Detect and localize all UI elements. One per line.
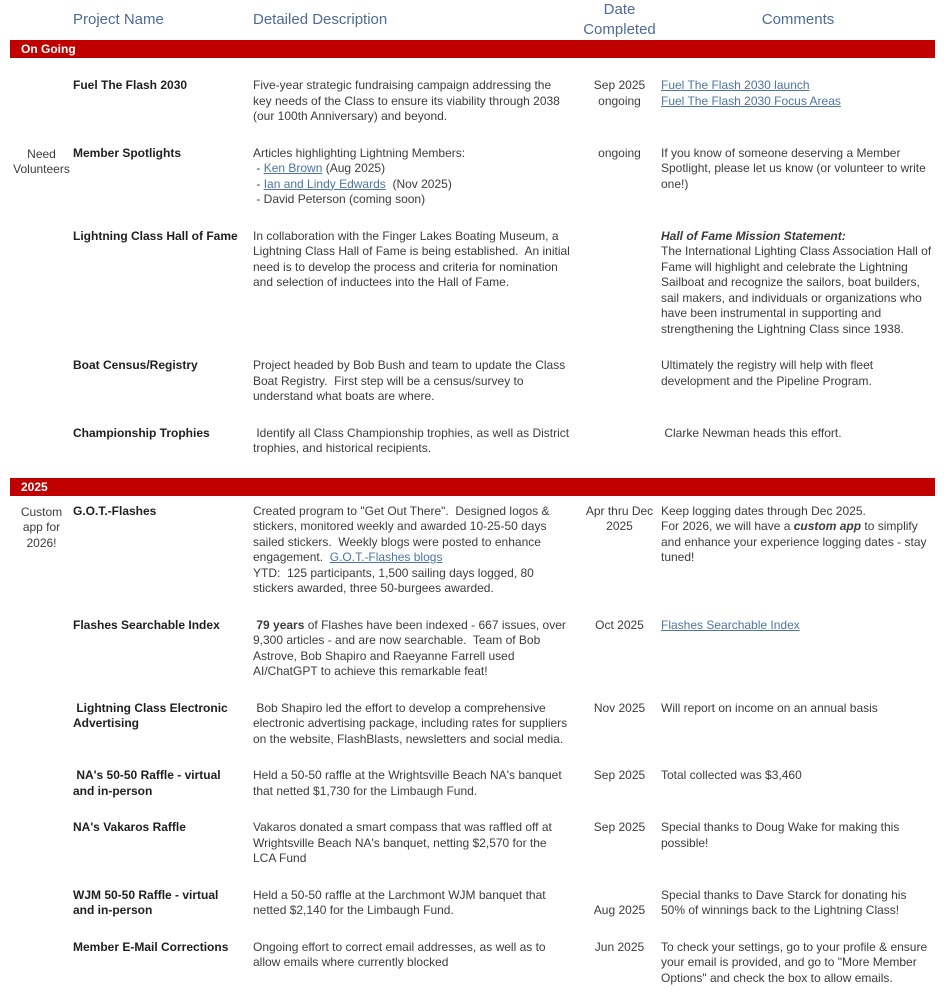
date-completed bbox=[578, 229, 661, 338]
text-segment: Will report on income on an annual basis bbox=[661, 700, 878, 715]
note-cell-line: Custom bbox=[20, 504, 63, 519]
comments-cell bbox=[661, 940, 935, 987]
text-segment: Articles highlighting Lightning Members: bbox=[253, 145, 466, 160]
date-completed-line: Oct 2025 bbox=[595, 617, 644, 632]
note-cell bbox=[10, 768, 73, 799]
date-completed-line: Apr thru Dec bbox=[585, 503, 654, 518]
date-completed bbox=[578, 940, 661, 987]
comments-cell bbox=[661, 146, 935, 208]
text-segment: (Nov 2025) bbox=[385, 176, 452, 191]
link-ken-brown[interactable]: Ken Brown bbox=[263, 161, 323, 175]
comments-cell bbox=[661, 768, 935, 799]
table-row bbox=[10, 820, 935, 867]
table-row bbox=[10, 358, 935, 405]
text-segment: (Aug 2025) bbox=[322, 161, 386, 175]
comments-cell-line bbox=[661, 78, 933, 94]
project-description bbox=[253, 820, 578, 867]
date-completed bbox=[578, 888, 661, 919]
note-cell bbox=[10, 229, 73, 338]
date-completed bbox=[578, 358, 661, 405]
comments-cell-line bbox=[661, 701, 933, 717]
col-header-detailed-description: Detailed Description bbox=[253, 11, 388, 28]
project-name: Lightning Class Hall of Fame bbox=[73, 228, 238, 243]
project-name: NA's Vakaros Raffle bbox=[73, 820, 186, 834]
comments-cell-line bbox=[661, 519, 933, 566]
text-segment: Held a 50-50 raffle at the Wrightsville Beach NA's banquet that netted $1,730 for the Limbaugh Fund. bbox=[253, 768, 566, 798]
project-name: Flashes Searchable Index bbox=[73, 617, 220, 632]
note-cell-line: 2026! bbox=[26, 535, 57, 550]
link-ian-and-lindy-edwards[interactable]: Ian and Lindy Edwards bbox=[263, 176, 386, 191]
text-segment: Clarke Newman heads this effort. bbox=[661, 425, 842, 440]
note-cell bbox=[10, 888, 73, 919]
text-segment: Vakaros donated a smart compass that was raffled off at Wrightsville Beach NA's banquet, netting $2,570 for the LCA Fund bbox=[253, 820, 556, 865]
project-description bbox=[253, 504, 578, 597]
comments-cell-line bbox=[661, 504, 933, 520]
project-description bbox=[253, 618, 578, 680]
text-segment: Total collected was $3,460 bbox=[661, 768, 802, 782]
text-segment: The International Lighting Class Association Hall of Fame will highlight and celebrate the Lightning Sailboat and recognize the sailors, boat builders, sail makers, and individuals or organizations who have been instrumental in supporting and strengthening the Lightning Class since 1938. bbox=[661, 244, 935, 336]
project-name: Member E-Mail Corrections bbox=[73, 939, 229, 954]
date-completed-line: 2025 bbox=[606, 519, 633, 533]
date-completed bbox=[578, 146, 661, 208]
project-description-line bbox=[253, 888, 570, 919]
project-description bbox=[253, 940, 578, 987]
date-completed bbox=[578, 78, 661, 125]
date-completed-line: Jun 2025 bbox=[594, 939, 645, 954]
comments-cell bbox=[661, 820, 935, 867]
project-description-line bbox=[253, 358, 570, 405]
link-flashes-searchable-index[interactable]: Flashes Searchable Index bbox=[661, 617, 800, 632]
text-segment: 79 years bbox=[256, 617, 305, 632]
text-segment: To check your settings, go to your profile & ensure your email is provided, and go to "More Member Options" and check the box to allow emails. bbox=[661, 939, 931, 985]
project-name: Lightning Class Electronic Advertising bbox=[73, 700, 231, 730]
text-segment: YTD: 125 participants, 1,500 sailing days logged, 80 stickers awarded, three 50-burgees awarded. bbox=[253, 565, 538, 595]
col-header-date-line2: Completed bbox=[583, 21, 656, 38]
comments-cell bbox=[661, 888, 935, 919]
comments-cell bbox=[661, 358, 935, 405]
comments-cell-line bbox=[661, 940, 933, 987]
note-cell bbox=[10, 504, 73, 597]
date-completed bbox=[578, 504, 661, 597]
date-completed-line: Sep 2025 bbox=[593, 78, 646, 92]
text-segment: Ongoing effort to correct email addresses, as well as to allow emails where currently blocked bbox=[253, 939, 549, 969]
date-completed bbox=[578, 820, 661, 867]
project-description-line bbox=[253, 425, 573, 457]
col-header-date-line1: Date bbox=[603, 1, 636, 18]
table-row bbox=[10, 940, 935, 987]
comments-cell bbox=[661, 78, 935, 125]
project-description bbox=[253, 768, 578, 799]
date-completed bbox=[578, 768, 661, 799]
date-completed-line: Aug 2025 bbox=[593, 903, 646, 917]
text-segment: If you know of someone deserving a Member Spotlight, please let us know (or volunteer to write one!) bbox=[661, 145, 930, 191]
table-row bbox=[10, 504, 935, 597]
comments-cell bbox=[661, 229, 935, 338]
section-on-going bbox=[10, 40, 935, 457]
text-segment: Held a 50-50 raffle at the Larchmont WJM banquet that netted $2,140 for the Limbaugh Fund. bbox=[253, 887, 549, 917]
table-row bbox=[10, 426, 935, 457]
date-completed-line: ongoing bbox=[598, 145, 641, 160]
note-cell bbox=[10, 701, 73, 748]
link-g-o-t-flashes-blogs[interactable]: G.O.T.-Flashes blogs bbox=[329, 550, 443, 564]
comments-cell bbox=[661, 701, 935, 748]
text-segment: Project headed by Bob Bush and team to update the Class Boat Registry. First step will be a census/survey to understand what boats are where. bbox=[253, 358, 569, 403]
date-completed bbox=[578, 618, 661, 680]
date-completed bbox=[578, 426, 661, 457]
table-row bbox=[10, 618, 935, 680]
date-completed-line bbox=[580, 888, 659, 904]
note-cell bbox=[10, 820, 73, 867]
text-segment: of Flashes have been indexed - 667 issues, over 9,300 articles - and are now searchable. Team of Bob Astrove, Bob Shapiro and Raeyanne Farrell used AI/ChatGPT to achieve this remarkable feat! bbox=[253, 617, 570, 678]
text-segment: custom app bbox=[793, 519, 862, 533]
table-header-row bbox=[10, 0, 935, 40]
date-completed-line: Sep 2025 bbox=[593, 820, 646, 834]
project-name: Member Spotlights bbox=[73, 145, 182, 160]
note-cell bbox=[10, 358, 73, 405]
project-description-line bbox=[253, 177, 570, 193]
comments-cell-line bbox=[661, 820, 933, 851]
project-description bbox=[253, 701, 578, 748]
text-segment: Identify all Class Championship trophies, as well as District trophies, and historical recipients. bbox=[253, 425, 573, 455]
project-name: WJM 50-50 Raffle - virtual and in-person bbox=[73, 887, 222, 917]
project-description-line bbox=[253, 820, 570, 867]
comments-cell-line bbox=[661, 618, 933, 634]
project-name: Fuel The Flash 2030 bbox=[73, 78, 188, 92]
text-segment: Created program to "Get Out There". Designed logos & stickers, monitored weekly and awarded 10-25-50 days sailed stickers. Weekly blogs were posted to enhance engagement. bbox=[253, 503, 553, 564]
comments-cell-line bbox=[661, 426, 933, 442]
project-description-line bbox=[253, 146, 570, 162]
project-description-line bbox=[253, 78, 570, 125]
text-segment: Special thanks to Doug Wake for making this possible! bbox=[661, 820, 903, 850]
project-description-line bbox=[253, 228, 574, 291]
table-row bbox=[10, 78, 935, 125]
project-description bbox=[253, 426, 578, 457]
col-header-project-name: Project Name bbox=[73, 11, 164, 28]
section-band-on-going: On Going bbox=[10, 40, 935, 58]
note-cell bbox=[10, 78, 73, 125]
project-description-line bbox=[253, 192, 570, 208]
project-description bbox=[253, 78, 578, 125]
text-segment: For 2026, we will have a bbox=[661, 519, 794, 533]
col-header-date-completed bbox=[578, 0, 661, 40]
note-cell-line: app for bbox=[22, 520, 61, 534]
date-completed-line: Sep 2025 bbox=[593, 768, 646, 782]
comments-cell bbox=[661, 426, 935, 457]
text-segment: Ultimately the registry will help with fleet development and the Pipeline Program. bbox=[661, 358, 877, 388]
text-segment: - bbox=[253, 176, 264, 191]
text-segment: Five-year strategic fundraising campaign addressing the key needs of the Class to ensure its viability through 2038 (our 100th Anniversary) and beyond. bbox=[253, 78, 564, 123]
project-description bbox=[253, 358, 578, 405]
project-description-line bbox=[253, 618, 570, 680]
comments-cell-line bbox=[661, 244, 933, 337]
project-description-line bbox=[253, 701, 570, 748]
project-description-line bbox=[253, 940, 570, 971]
link-fuel-the-flash-2030-launch[interactable]: Fuel The Flash 2030 launch bbox=[661, 78, 810, 92]
text-segment: - David Peterson (coming soon) bbox=[253, 192, 426, 206]
table-row bbox=[10, 229, 935, 338]
comments-cell-line bbox=[661, 229, 933, 245]
comments-cell-line bbox=[661, 146, 933, 193]
section-band-2025: 2025 bbox=[10, 478, 935, 496]
project-description bbox=[253, 146, 578, 208]
date-completed bbox=[578, 701, 661, 748]
table-row bbox=[10, 768, 935, 799]
text-segment: to simplify and enhance your experience logging dates - stay tuned! bbox=[661, 519, 930, 564]
text-segment: Bob Shapiro led the effort to develop a comprehensive electronic advertising package, including rates for suppliers on the website, FlashBlasts, newsletters and social media. bbox=[253, 700, 571, 746]
date-completed-line: Nov 2025 bbox=[593, 700, 646, 715]
project-description bbox=[253, 229, 578, 338]
comments-cell bbox=[661, 618, 935, 680]
project-name: G.O.T.-Flashes bbox=[73, 503, 157, 518]
project-description bbox=[253, 888, 578, 919]
note-cell-line: Volunteers bbox=[13, 162, 70, 176]
project-name: Boat Census/Registry bbox=[73, 358, 198, 372]
project-description-line bbox=[253, 504, 570, 566]
comments-cell-line bbox=[661, 888, 933, 919]
text-segment: Special thanks to Dave Starck for donating his 50% of winnings back to the Lightning Class! bbox=[661, 887, 910, 917]
link-fuel-the-flash-2030-focus-areas[interactable]: Fuel The Flash 2030 Focus Areas bbox=[661, 93, 841, 108]
note-cell bbox=[10, 618, 73, 680]
project-description-line bbox=[253, 768, 570, 799]
text-segment: In collaboration with the Finger Lakes Boating Museum, a Lightning Class Hall of Fame is being established. An initial need is to develop the process and criteria for nomination and selection of inductees into the Hall of Fame. bbox=[253, 228, 574, 289]
project-name: Championship Trophies bbox=[73, 425, 210, 440]
section-2025 bbox=[10, 478, 935, 987]
col-header-comments: Comments bbox=[761, 11, 835, 28]
text-segment: - bbox=[253, 161, 264, 175]
comments-cell bbox=[661, 504, 935, 597]
table-body bbox=[10, 40, 935, 986]
note-cell-line: Need bbox=[27, 146, 56, 161]
date-completed-line: ongoing bbox=[598, 93, 641, 108]
project-description-line bbox=[253, 566, 570, 597]
table-row bbox=[10, 701, 935, 748]
note-cell bbox=[10, 940, 73, 987]
text-segment: Hall of Fame Mission Statement: bbox=[661, 228, 846, 243]
comments-cell-line bbox=[661, 768, 933, 784]
table-row bbox=[10, 146, 935, 208]
project-description-line bbox=[253, 161, 570, 177]
comments-cell-line bbox=[661, 94, 933, 110]
table-row bbox=[10, 888, 935, 919]
comments-cell-line bbox=[661, 358, 933, 389]
note-cell bbox=[10, 146, 73, 208]
project-name: NA's 50-50 Raffle - virtual and in-person bbox=[73, 768, 224, 798]
text-segment: Keep logging dates through Dec 2025. bbox=[661, 503, 866, 518]
note-cell bbox=[10, 426, 73, 457]
